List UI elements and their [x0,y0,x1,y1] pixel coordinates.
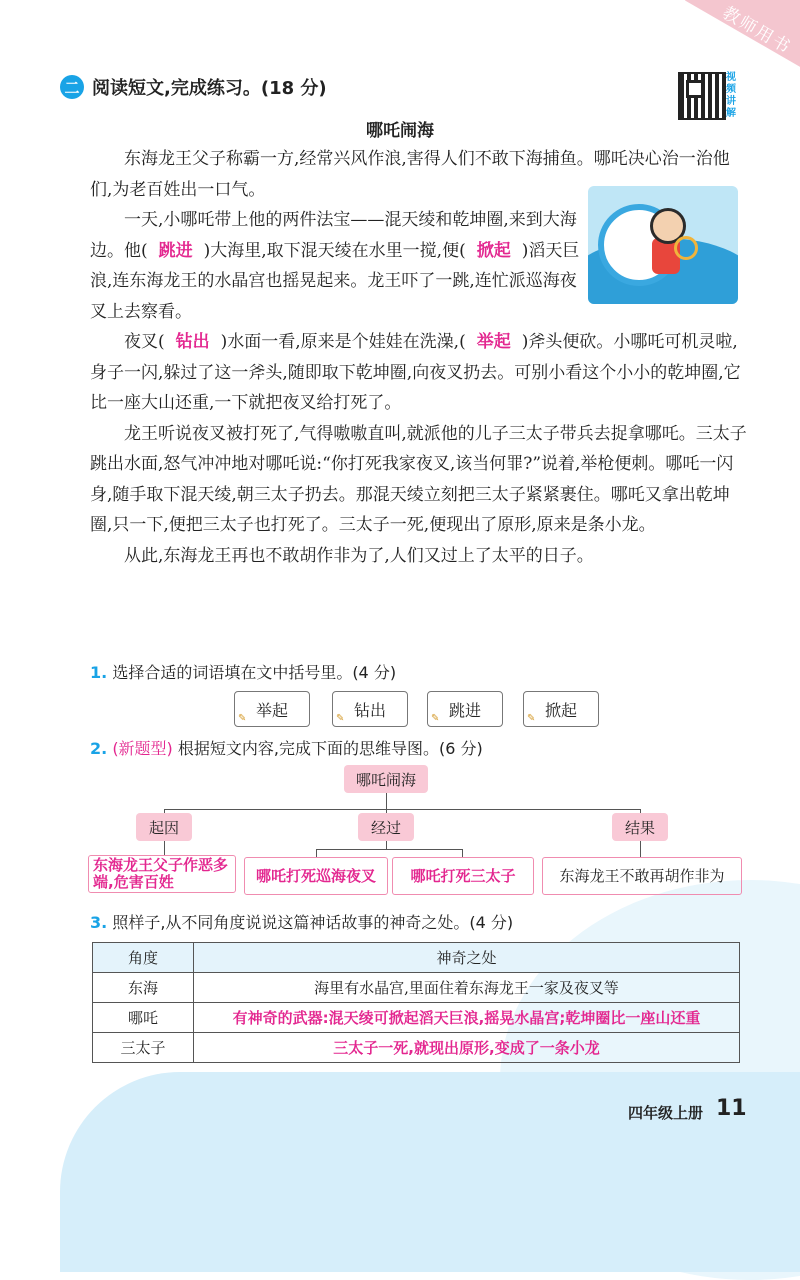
question-3 [90,910,513,933]
story-paragraph-5: 从此,东海龙王再也不敢胡作非为了,人们又过上了太平的日子。 [124,545,594,566]
table-header-row [93,943,740,973]
question-text: 根据短文内容,完成下面的思维导图。(6 分) [177,739,483,758]
table-cell-angle: 东海 [93,973,194,1003]
section-header [60,74,327,100]
word-option[interactable] [523,691,599,727]
question-1 [90,660,396,683]
mindmap-result: 结果 [612,813,668,841]
table-cell-detail: 海里有水晶宫,里面住着东海龙王一家及夜叉等 [194,973,740,1003]
table-row [93,973,740,1003]
table-cell-detail: 有神奇的武器:混天绫可掀起滔天巨浪,摇晃水晶宫;乾坤圈比一座山还重 [194,1003,740,1033]
table-cell-angle: 哪吒 [93,1003,194,1033]
answer-blank: 钻出 [175,332,210,352]
word-option-label: 钻出 [353,700,386,720]
word-option[interactable] [427,691,503,727]
pencil-icon: ✎ [238,713,247,724]
story-title: 哪吒闹海 [366,121,434,141]
section-number-badge: 二 [60,75,84,99]
mindmap-connector [316,849,317,857]
pencil-icon: ✎ [336,713,345,724]
mindmap-process-answer-1: 哪吒打死巡海夜叉 [244,857,388,895]
mindmap-cause-answer: 东海龙王父子作恶多端,危害百姓 [88,855,236,893]
mindmap-connector [164,809,640,810]
mindmap-process-answer-2: 哪吒打死三太子 [392,857,534,895]
mindmap-connector [164,841,165,855]
word-option-label: 掀起 [544,700,577,720]
qr-caption: 视频讲解 [726,72,736,119]
story-text-span: )大海里,取下混天绫在水里一搅,便( [203,240,466,261]
qr-code-icon[interactable] [678,72,726,120]
question-text: 选择合适的词语填在文中括号里。(4 分) [112,663,397,682]
word-option[interactable] [234,691,310,727]
table-header-cell: 角度 [93,943,194,973]
table-row [93,1033,740,1063]
corner-label: 教师用书 [718,3,795,59]
pencil-icon: ✎ [527,713,536,724]
grade-label: 四年级上册 [628,1104,704,1122]
word-option[interactable] [332,691,408,727]
question-number: 2. [90,739,108,758]
question-tag: (新题型) [112,739,173,758]
page-number: 11 [716,1096,747,1121]
mindmap-connector [386,841,387,849]
answer-table [92,942,740,1063]
pencil-icon: ✎ [431,713,440,724]
story-paragraph-3 [90,327,750,419]
mindmap-connector [316,849,462,850]
mindmap-connector [640,841,641,857]
mindmap-connector [386,793,387,809]
question-number: 1. [90,663,108,682]
story-paragraph-4: 龙王听说夜叉被打死了,气得嗷嗷直叫,就派他的儿子三太子带兵去捉拿哪吒。三太子跳出水面,怒气冲冲地对哪吒说:“你打死我家夜叉,该当何罪?”说着,举枪便刺。哪吒一闪身,随手取下混天绫,朝三太子扔去。那混天绫立刻把三太子紧紧裹住。哪吒又拿出乾坤圈,只一下,便把三太子也打死了。三太子一死,便现出了原形,原来是条小龙。 [90,423,747,535]
answer-blank: 跳进 [158,240,193,261]
table-cell-detail: 三太子一死,就现出原形,变成了一条小龙 [194,1033,740,1063]
mindmap-cause: 起因 [136,813,192,841]
word-option-label: 跳进 [448,700,481,720]
story-text-span: )水面一看,原来是个娃娃在洗澡,( [220,332,466,352]
question-text: 照样子,从不同角度说说这篇神话故事的神奇之处。(4 分) [112,913,514,932]
section-title: 阅读短文,完成练习。(18 分) [92,78,327,99]
story-text-span: 夜叉( [124,332,165,352]
story-text [90,144,750,571]
table-row [93,1003,740,1033]
story-text-span: )滔天巨浪,连东海龙王的水晶宫也摇晃起来。龙王吓了一跳,连忙派巡海夜叉上去察看。 [90,240,580,322]
story-paragraph-1: 东海龙王父子称霸一方,经常兴风作浪,害得人们不敢下海捕鱼。哪吒决心治一治他们,为老百姓出一口气。 [90,149,730,200]
mindmap-process: 经过 [358,813,414,841]
table-cell-angle: 三太子 [93,1033,194,1063]
question-2 [90,736,483,759]
answer-blank: 举起 [476,332,511,352]
story-text-span: )斧头便砍。小哪吒可机灵啦,身子一闪,躲过了这一斧头,随即取下乾坤圈,向夜叉扔去。可别小看这个小小的乾坤圈,它比一座大山还重,一下就把夜叉给打死了。 [90,332,741,413]
story-text-span: 一天,小哪吒带上他的两件法宝——混天绫和乾坤圈,来到大海边。他( [90,210,577,261]
mindmap-result-answer: 东海龙王不敢再胡作非为 [542,857,742,895]
story-paragraph-2 [90,205,580,327]
table-header-cell: 神奇之处 [194,943,740,973]
question-number: 3. [90,913,108,932]
answer-blank: 掀起 [476,240,511,261]
word-option-label: 举起 [255,700,288,720]
mindmap-root: 哪吒闹海 [344,765,428,793]
mindmap-connector [462,849,463,857]
